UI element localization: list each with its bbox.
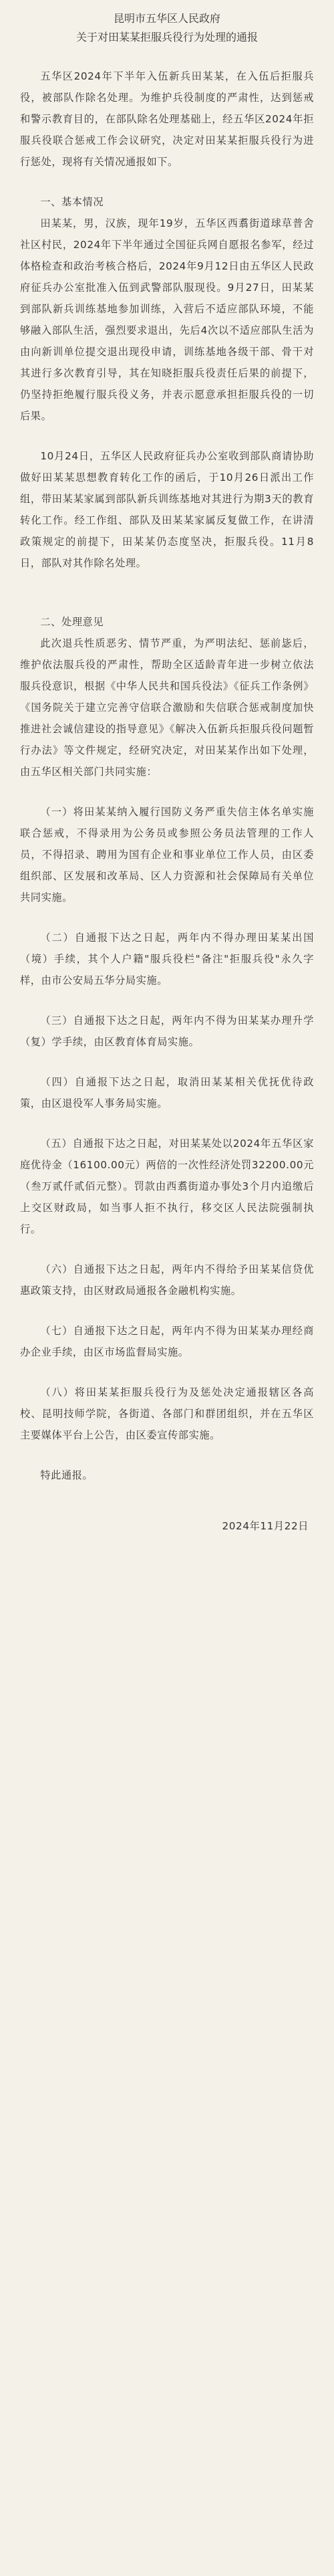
- measure-item: [20, 1382, 314, 1446]
- closing-line: 特此通报。: [40, 1469, 94, 1481]
- measure-text: （六）自通报下达之日起，两年内不得给予田某某信贷优惠政策支持，由区财政局通报各金融机构实施。: [20, 1263, 314, 1297]
- issue-date: 2024年11月22日: [222, 1520, 309, 1532]
- measure-text: （五）自通报下达之日起，对田某某处以2024年五华区家庭优待金（16100.00元）两倍的一次性经济处罚32200.00元（叁万贰仟贰佰元整）。罚款由西翥街道办事处3个月内追缴后上交区财政局，如当事人拒不执行，移交区人民法院强制执行。: [20, 1138, 314, 1235]
- measure-item: [20, 1010, 314, 1053]
- measure-text: （七）自通报下达之日起，两年内不得为田某某办理经商办企业手续，由区市场监督局实施。: [20, 1325, 314, 1358]
- intro-paragraph: 五华区2024年下半年入伍新兵田某某，在入伍后拒服兵役，被部队作除名处理。为维护兵役制度的严肃性，达到惩戒和警示教育目的，在部队除名处理基础上，经五华区2024年拒服兵役联合惩戒工作会议研究，决定对田某某拒服兵役行为进行惩处，现将有关情况通报如下。: [20, 70, 314, 168]
- section-heading-basic: 一、基本情况: [40, 196, 104, 208]
- measure-text: （八）将田某某拒服兵役行为及惩处决定通报辖区各高校、昆明技师学院，各街道、各部门和群团组织，并在五华区主要媒体平台上公告，由区委宣传部实施。: [20, 1386, 314, 1441]
- section-heading-handling: 二、处理意见: [40, 616, 104, 628]
- measure-text: （二）自通报下达之日起，两年内不得办理田某某出国（境）手续，其个人户籍"服兵役栏"备注"拒服兵役"永久字样，由市公安局五华分局实施。: [20, 932, 314, 986]
- measure-item: [20, 1071, 314, 1114]
- document-title: 关于对田某某拒服兵役行为处理的通报: [75, 31, 258, 43]
- section1-paragraph: 10月24日，五华区人民政府征兵办公室收到部队商请协助做好田某某思想教育转化工作的函后，于10月26日派出工作组，带田某某家属到部队新兵训练基地对其进行为期3天的教育转化工作。经工作组、部队及田某某家属反复做工作，在讲清政策规定的前提下，田某某仍态度坚决，拒服兵役。11月8日，部队对其作除名处理。: [20, 450, 314, 569]
- measure-item: [20, 1259, 314, 1301]
- measure-item: [20, 927, 314, 991]
- measure-text: （三）自通报下达之日起，两年内不得为田某某办理升学（复）学手续，由区教育体育局实施。: [20, 1014, 314, 1048]
- title-block: [20, 9, 314, 47]
- measure-text: （一）将田某某纳入履行国防义务严重失信主体名单实施联合惩戒，不得录用为公务员或参照公务员法管理的工作人员，不得招录、聘用为国有企业和事业单位工作人员，由区委组织部、区发展和改革局、区人力资源和社会保障局有关单位共同实施。: [20, 806, 314, 903]
- measure-item: [20, 801, 314, 908]
- measure-item: [20, 1133, 314, 1240]
- section2-intro-paragraph: 此次退兵性质恶劣、情节严重，为严明法纪、惩前毖后，维护依法服兵役的严肃性，帮助全区适龄青年进一步树立依法服兵役意识，根据《中华人民共和国兵役法》《征兵工作条例》《国务院关于建立完善守信联合激励和失信联合惩戒制度加快推进社会诚信建设的指导意见》《解决入伍新兵拒服兵役问题暂行办法》等文件规定，经研究决定，对田某某作出如下处理，由五华区相关部门共同实施：: [20, 637, 314, 778]
- measure-item: [20, 1320, 314, 1363]
- measure-text: （四）自通报下达之日起，取消田某某相关优抚优待政策，由区退役军人事务局实施。: [20, 1076, 314, 1109]
- section1-paragraph: 田某某，男，汉族，现年19岁，五华区西翥街道球草普舍社区村民，2024年下半年通过全国征兵网自愿报名参军，经过体格检查和政治考核合格后，2024年9月12日由五华区人民政府征兵办公室批准入伍到武警部队服现役。9月27日，田某某到部队新兵训练基地参加训练，入营后不适应部队环境，不能够融入部队生活，强烈要求退出，先后4次以不适应部队生活为由向新训单位提交退出现役申请，训练基地各级干部、骨干对其进行多次教育引导，其在知晓拒服兵役责任后果的前提下，仍坚持拒绝履行服兵役义务，并表示愿意承担拒服兵役的一切后果。: [20, 217, 314, 422]
- issuing-organization: 昆明市五华区人民政府: [113, 12, 220, 25]
